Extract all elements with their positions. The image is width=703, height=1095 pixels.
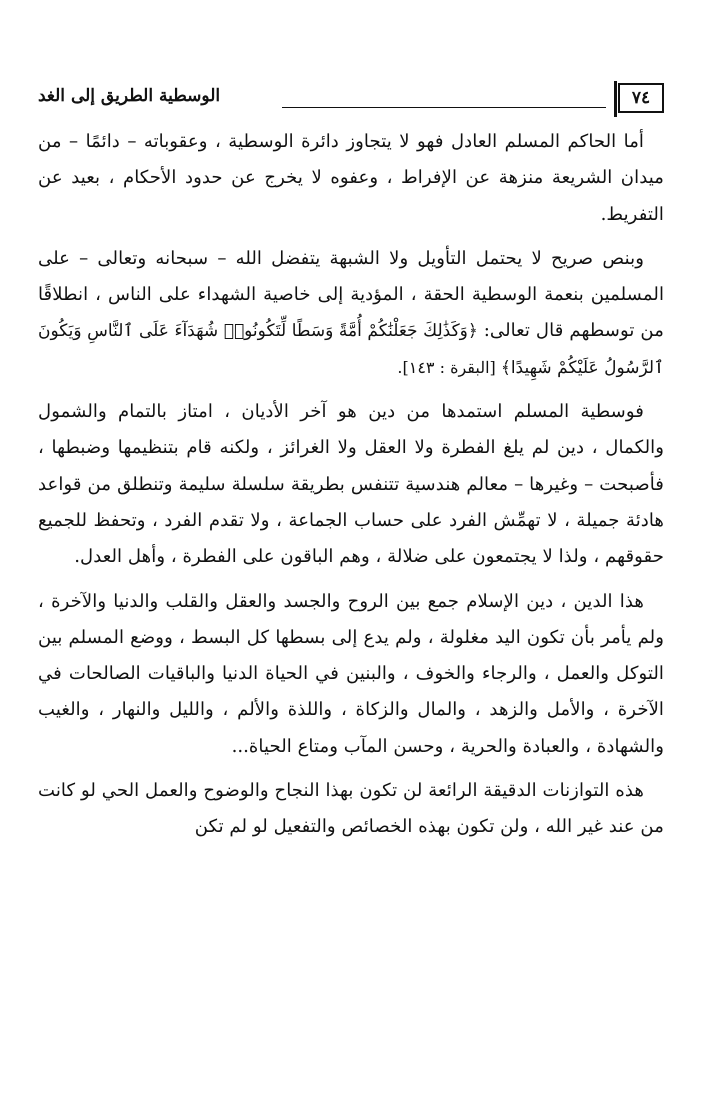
body-text: [38, 124, 664, 846]
paragraph-1: أما الحاكم المسلم العادل فهو لا يتجاوز دائرة الوسطية ، وعقوباته – دائمًا – من ميدان الشريعة منزهة عن الإفراط ، وعفوه لا يخرج عن حدود الأحكام ، بعيد عن التفريط.: [38, 131, 664, 225]
header-rule: [282, 107, 606, 108]
running-title: الوسطية الطريق إلى الغد: [38, 86, 221, 106]
paragraph-4: هذا الدين ، دين الإسلام جمع بين الروح والجسد والعقل والقلب والدنيا والآخرة ، ولم يأمر بأن تكون اليد مغلولة ، ولم يدع إلى بسطها كل البسط ، ووضع المسلم بين التوكل والعمل ، والرجاء والخوف ، والبنين في الحياة الدنيا والباقيات الصالحات في الآخرة ، والأمل والزهد ، والمال والزكاة ، واللذة والألم ، والليل والنهار ، والغيب والشهادة ، والعبادة والحرية ، وحسن المآب ومتاع الحياة...: [38, 590, 664, 757]
paragraph-5: هذه التوازنات الدقيقة الرائعة لن تكون بهذا النجاح والوضوح والعمل الحي لو كانت من عند غير الله ، ولن تكون بهذه الخصائص والتفعيل لو لم تكن: [38, 780, 664, 838]
page-number: ٧٤: [618, 83, 664, 113]
paragraph-2-text: وبنص صريح لا يحتمل التأويل ولا الشبهة يتفضل الله – سبحانه وتعالى – على المسلمين بنعمة الوسطية الحقة ، المؤدية إلى خاصية الشهداء على الناس ، انطلاقًا من توسطهم قال تعالى:: [38, 247, 664, 342]
book-page: [38, 78, 664, 854]
paragraph-3: فوسطية المسلم استمدها من دين هو آخر الأديان ، امتاز بالتمام والشمول والكمال ، دين لم يلغ الفطرة ولا العقل ولا الغرائز ، ولكنه قام بتنظيمها وضبطها ، فأصبحت – وغيرها – معالم هندسية تتنفس بطريقة سلسلة سليمة وتنطلق من قواعد هادئة جميلة ، لا تهمِّش الفرد على حساب الجماعة ، ولا تقدم الفرد ، وتحفظ للجميع حقوقهم ، ولذا لا يجتمعون على ضلالة ، وهم الباقون على الفطرة ، وأهل العدل.: [38, 401, 664, 568]
paragraph-2: [38, 241, 664, 386]
verse-reference: [البقرة : ١٤٣].: [397, 357, 501, 377]
page-header: [38, 78, 664, 122]
quran-verse: ﴿وَكَذَٰلِكَ جَعَلْنَٰكُمْ أُمَّةً وَسَطًا لِّتَكُونُوا۟ شُهَدَآءَ عَلَى ٱلنَّاسِ وَيَكُونَ ٱلرَّسُولُ عَلَيْكُمْ شَهِيدًا﴾: [38, 321, 664, 378]
